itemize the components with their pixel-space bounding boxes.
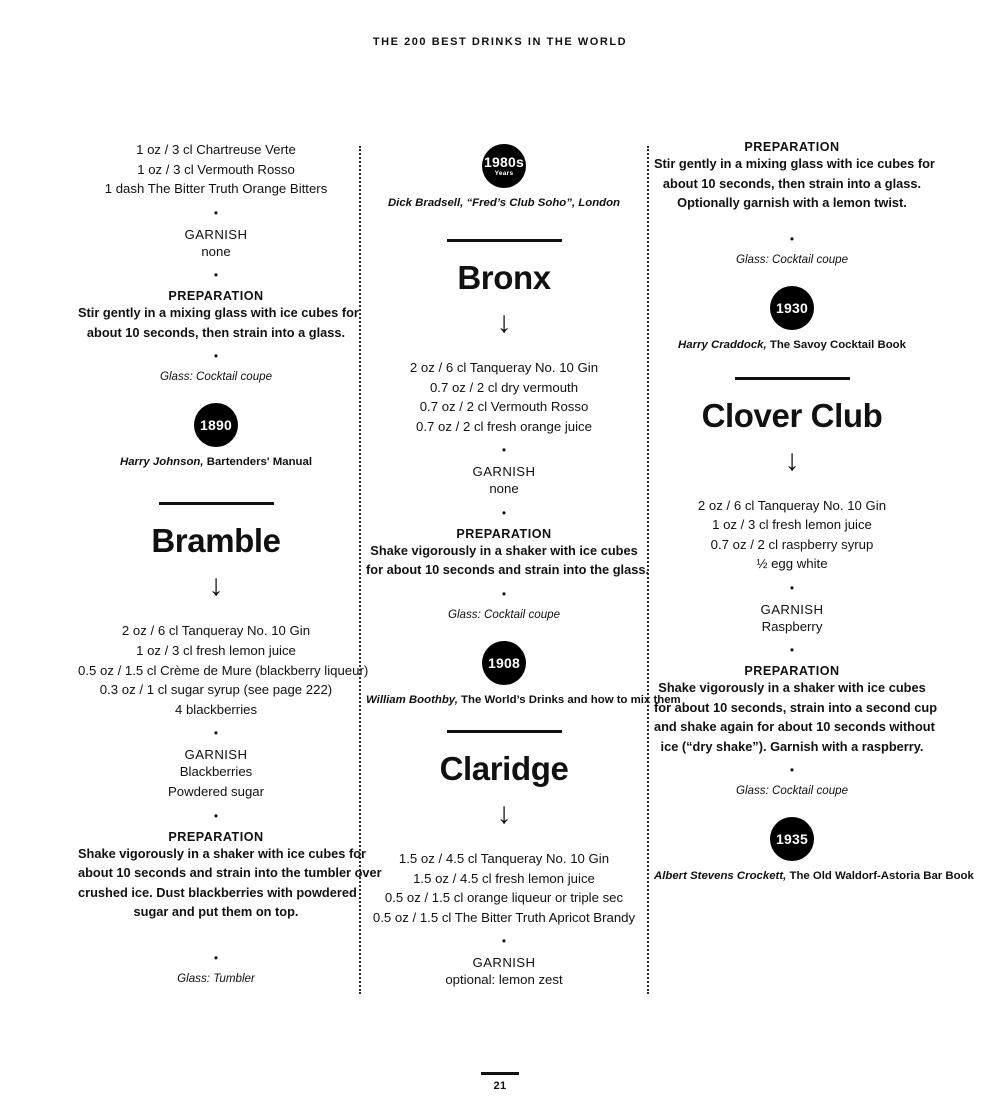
ingredient-item: 4 blackberries xyxy=(174,701,258,717)
preparation-line: Shake vigorously in a shaker with ice cubes for xyxy=(78,845,367,861)
year-badge xyxy=(194,403,238,447)
ingredient-item: 1 oz / 3 cl Vermouth Rosso xyxy=(137,161,295,177)
down-arrow-icon: ↓ xyxy=(208,569,224,603)
preparation-line: Stir gently in a mixing glass with ice cubes for xyxy=(654,156,935,171)
attribution-author: Harry Johnson, xyxy=(120,456,204,469)
attribution xyxy=(366,693,681,706)
year-badge-wrap xyxy=(366,144,642,188)
ingredient-item: 1 oz / 3 cl Chartreuse Verte xyxy=(136,142,296,157)
page-body xyxy=(78,140,974,990)
attribution xyxy=(654,339,930,351)
drink-title: Bramble xyxy=(151,522,281,560)
preparation-label: PREPARATION xyxy=(168,289,264,304)
page-number: 21 xyxy=(493,1080,507,1092)
drink-title: Bronx xyxy=(457,259,551,296)
ingredient-item: 0.5 oz / 1.5 cl The Bitter Truth Apricot Brandy xyxy=(372,909,636,925)
attribution xyxy=(366,197,642,209)
column-right xyxy=(654,140,974,883)
preparation-text xyxy=(654,154,935,213)
bullet-separator xyxy=(654,582,930,594)
year-badge-value: 1890 xyxy=(200,417,232,434)
garnish-label: GARNISH xyxy=(472,955,536,971)
attribution-source: The World’s Drinks and how to mix them xyxy=(461,693,681,706)
ingredient-list xyxy=(654,496,930,574)
column-left xyxy=(78,140,382,985)
garnish-label: GARNISH xyxy=(760,601,824,617)
glass-note: Glass: Tumbler xyxy=(177,971,255,985)
preparation-text xyxy=(78,303,359,342)
folio xyxy=(0,1072,1000,1092)
down-arrow-icon: ↓ xyxy=(496,796,512,830)
bullet-separator xyxy=(78,207,354,219)
folio-rule xyxy=(481,1072,519,1075)
glass-note: Glass: Cocktail coupe xyxy=(735,784,849,798)
attribution-continuation xyxy=(366,140,642,209)
bullet-separator xyxy=(654,233,930,245)
preparation-line: about 10 seconds and strain into the tumbler over xyxy=(78,865,382,881)
drink-title: Clover Club xyxy=(701,396,883,434)
down-arrow-icon: ↓ xyxy=(784,443,800,477)
ingredient-item: 1.5 oz / 4.5 cl Tanqueray No. 10 Gin xyxy=(398,850,610,866)
ingredient-item: 0.7 oz / 2 cl dry vermouth xyxy=(429,379,579,395)
preparation-line: for about 10 seconds and strain into the glass. xyxy=(366,562,650,578)
preparation-label: PREPARATION xyxy=(456,526,552,541)
preparation-line: Shake vigorously in a shaker with ice cubes xyxy=(370,542,638,558)
year-badge-wrap xyxy=(654,817,930,861)
ingredient-item: 1 oz / 3 cl fresh lemon juice xyxy=(712,517,872,533)
year-badge-wrap xyxy=(366,641,642,685)
bullet-separator xyxy=(78,350,354,362)
bullet-separator xyxy=(78,727,354,739)
garnish-list xyxy=(366,479,642,499)
preparation-line: Stir gently in a mixing glass with ice cubes for xyxy=(78,305,359,321)
preparation-continuation xyxy=(654,140,935,351)
preparation-line: ice (“dry shake”). Garnish with a raspberry. xyxy=(660,738,924,754)
ingredient-list xyxy=(366,358,642,436)
year-badge-value: 1930 xyxy=(776,299,808,316)
bullet-separator xyxy=(366,588,642,600)
down-arrow-icon: ↓ xyxy=(496,306,512,339)
bullet-separator xyxy=(654,764,930,776)
attribution xyxy=(654,870,974,883)
attribution-source: The Savoy Cocktail Book xyxy=(769,338,906,351)
preparation-label: PREPARATION xyxy=(744,140,840,154)
ingredient-list xyxy=(78,140,354,199)
preparation-line: about 10 seconds, then strain into a glass. xyxy=(86,324,346,340)
ingredient-item: 0.5 oz / 1.5 cl Crème de Mure (blackberry liqueur) xyxy=(78,662,369,678)
garnish-item: none xyxy=(489,481,519,497)
garnish-item: Blackberries xyxy=(179,764,253,780)
recipe-bramble xyxy=(78,522,382,985)
ingredient-item: 0.7 oz / 2 cl Vermouth Rosso xyxy=(419,399,589,415)
attribution-author: William Boothby, xyxy=(366,693,458,706)
recipe-clover-club xyxy=(654,396,974,883)
preparation-line: Shake vigorously in a shaker with ice cubes xyxy=(658,680,926,696)
garnish-list xyxy=(78,762,354,801)
ingredient-item: 0.7 oz / 2 cl fresh orange juice xyxy=(416,418,592,434)
ingredient-item: 1 dash The Bitter Truth Orange Bitters xyxy=(104,181,328,197)
attribution xyxy=(78,456,354,468)
drink-title: Claridge xyxy=(439,749,569,787)
preparation-line: sugar and put them on top. xyxy=(133,904,299,920)
year-badge xyxy=(482,144,526,188)
garnish-list xyxy=(654,617,930,637)
ingredient-item: 2 oz / 6 cl Tanqueray No. 10 Gin xyxy=(409,360,599,375)
recipe-continuation xyxy=(78,140,359,469)
ingredient-item: 1.5 oz / 4.5 cl fresh lemon juice xyxy=(413,870,595,886)
preparation-line: crushed ice. Dust blackberries with powdered xyxy=(78,884,357,900)
glass-note: Glass: Cocktail coupe xyxy=(735,252,849,266)
attribution-source: “Fred’s Club Soho”, London xyxy=(466,197,621,209)
ingredient-item: 1 oz / 3 cl fresh lemon juice xyxy=(136,642,296,658)
recipe-claridge xyxy=(366,751,642,990)
preparation-text xyxy=(366,541,650,580)
glass-note: Glass: Cocktail coupe xyxy=(159,370,273,384)
preparation-text xyxy=(78,844,382,922)
attribution-author: Dick Bradsell, xyxy=(387,197,464,209)
year-badge-sub: Years xyxy=(494,169,514,177)
preparation-label: PREPARATION xyxy=(744,664,840,679)
ingredient-item: 2 oz / 6 cl Tanqueray No. 10 Gin xyxy=(121,623,311,639)
ingredient-item: ½ egg white xyxy=(756,556,828,572)
preparation-label: PREPARATION xyxy=(168,829,264,844)
recipe-bronx xyxy=(366,259,681,706)
year-badge xyxy=(770,817,814,861)
ingredient-list xyxy=(366,849,642,927)
garnish-label: GARNISH xyxy=(184,747,248,763)
year-badge-value: 1935 xyxy=(776,831,808,848)
attribution-source: Bartenders' Manual xyxy=(206,456,312,469)
attribution-author: Albert Stevens Crockett, xyxy=(654,870,787,883)
year-badge-wrap xyxy=(654,286,930,330)
preparation-line: and shake again for about 10 seconds without xyxy=(654,719,935,735)
glass-note: Glass: Cocktail coupe xyxy=(447,607,561,621)
ingredient-item: 0.7 oz / 2 cl raspberry syrup xyxy=(710,536,874,552)
bullet-separator xyxy=(366,935,642,947)
attribution-author: Harry Craddock, xyxy=(678,338,767,351)
bullet-separator xyxy=(366,444,642,456)
year-badge xyxy=(482,641,526,685)
bullet-separator xyxy=(366,507,642,519)
bullet-separator xyxy=(78,810,354,822)
ingredient-item: 0.3 oz / 1 cl sugar syrup (see page 222) xyxy=(99,682,333,698)
column-middle xyxy=(366,140,681,990)
garnish-label: GARNISH xyxy=(472,464,536,480)
column-divider-right xyxy=(642,140,654,990)
garnish-list xyxy=(366,970,642,990)
bullet-separator xyxy=(78,269,354,281)
garnish-item: optional: lemon zest xyxy=(445,972,563,988)
column-divider-left xyxy=(354,140,366,990)
year-badge xyxy=(770,286,814,330)
garnish-item: Raspberry xyxy=(761,618,823,634)
garnish-label: GARNISH xyxy=(184,226,248,242)
preparation-text xyxy=(654,678,938,756)
year-badge-value: 1908 xyxy=(488,654,520,671)
ingredient-item: 0.5 oz / 1.5 cl orange liqueur or triple sec xyxy=(384,890,624,906)
garnish-item: Powdered sugar xyxy=(167,783,265,799)
bullet-separator xyxy=(78,952,354,964)
attribution-source: The Old Waldorf-Astoria Bar Book xyxy=(789,870,974,883)
year-badge-value: 1980s xyxy=(484,153,524,170)
garnish-list xyxy=(78,242,354,262)
preparation-line: about 10 seconds, then strain into a glass. xyxy=(662,175,922,191)
preparation-line: Optionally garnish with a lemon twist. xyxy=(677,195,907,210)
year-badge-wrap xyxy=(78,403,354,447)
garnish-item: none xyxy=(201,243,231,259)
ingredient-list xyxy=(78,621,369,719)
preparation-line: for about 10 seconds, strain into a second cup xyxy=(654,699,938,715)
ingredient-item: 2 oz / 6 cl Tanqueray No. 10 Gin xyxy=(697,497,887,513)
running-head: THE 200 BEST DRINKS IN THE WORLD xyxy=(372,36,628,48)
bullet-separator xyxy=(654,644,930,656)
